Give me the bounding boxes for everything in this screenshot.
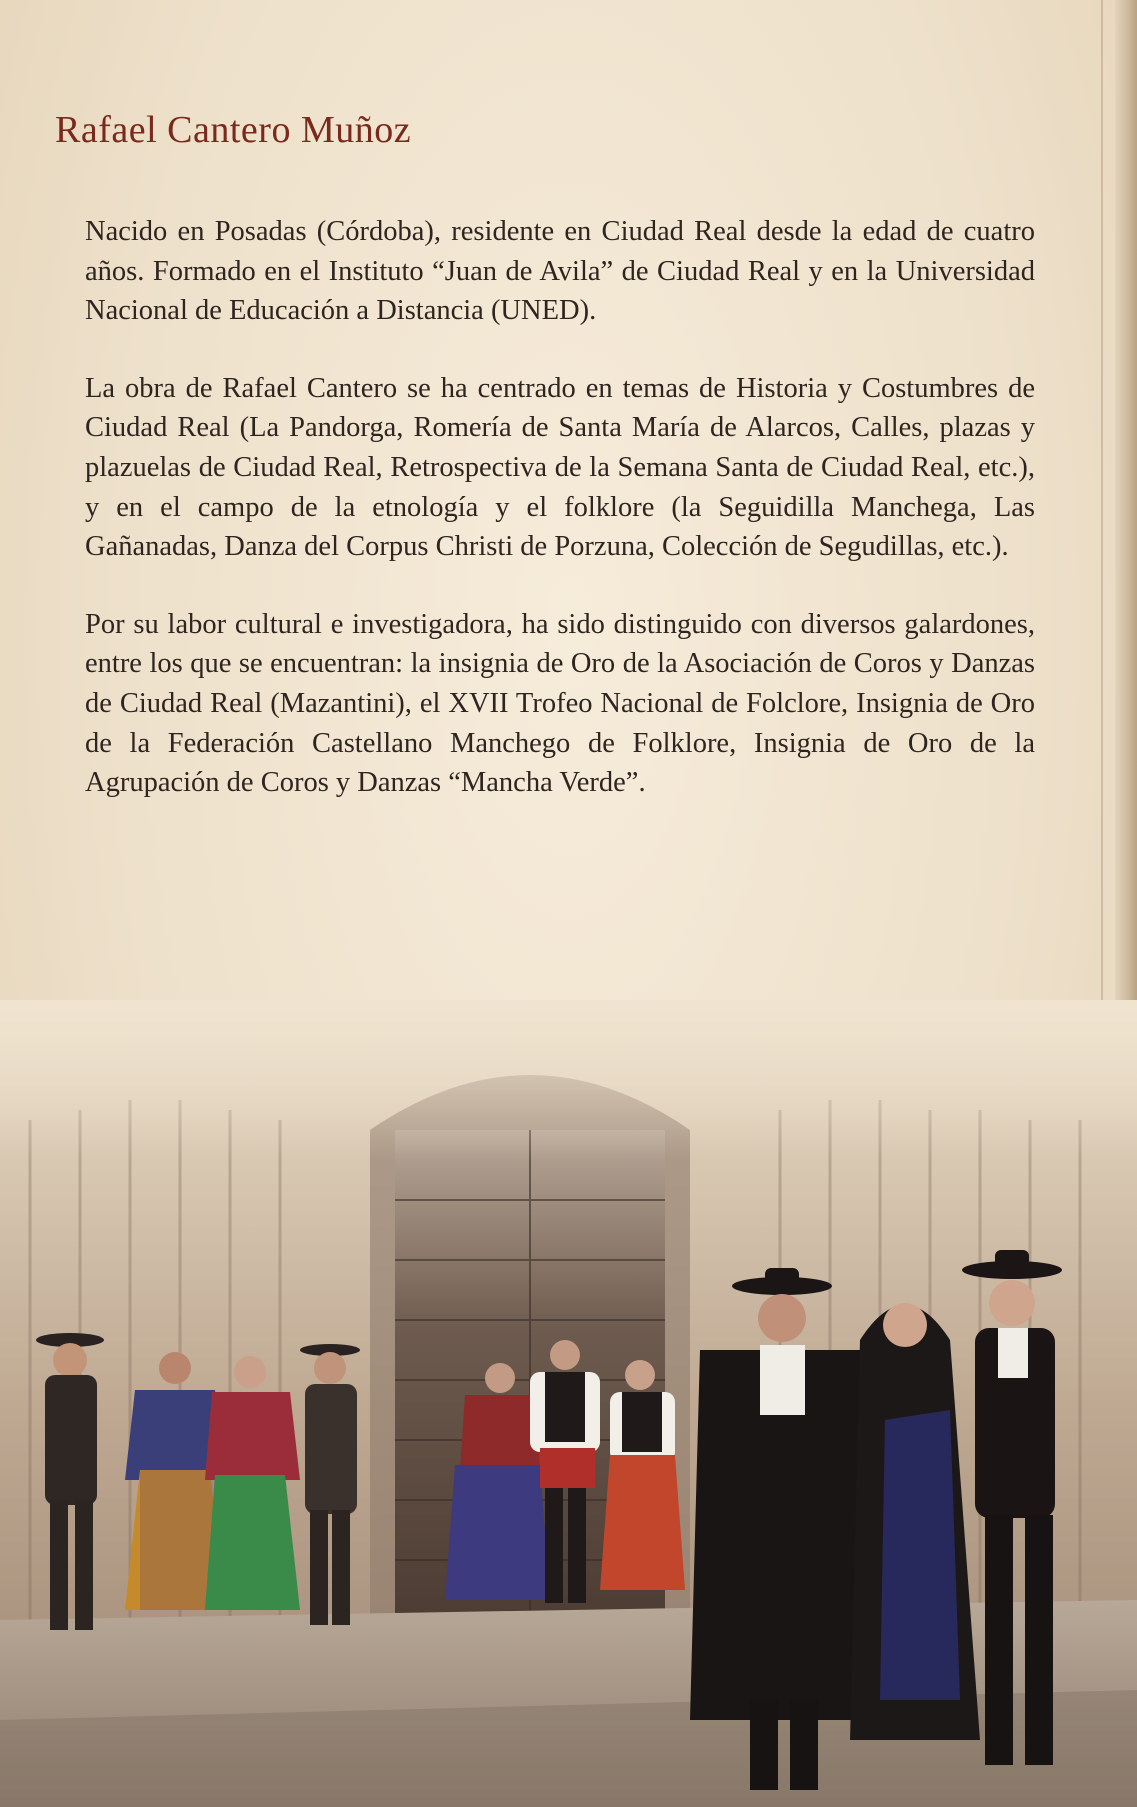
paragraph-2: La obra de Rafael Cantero se ha centrado en temas de Historia y Costumbres de Ciudad Real (La Pandorga, Romería de Santa María de Alarcos, Calles, plazas y plazuelas de Ciudad Real, Retrospectiva de la Semana Santa de Ciudad Real, etc.), y en el campo de la etnología y el folklore (la Seguidilla Manchega, Las Gañanadas, Danza del Corpus Christi de Porzuna, Colección de Segudillas, etc.).: [85, 372, 1035, 563]
paragraph-1: Nacido en Posadas (Córdoba), residente en Ciudad Real desde la edad de cuatro años. Formado en el Instituto “Juan de Avila” de Ciudad Real y en la Universidad Nacional de Educación a Distancia (UNED).: [85, 216, 1035, 327]
biography-text: [85, 212, 1035, 841]
paragraph-3: Por su labor cultural e investigadora, ha sido distinguido con diversos galardones, entre los que se encuentran: la insignia de Oro de la Asociación de Coros y Danzas de Ciudad Real (Mazantini), el XVII Trofeo Nacional de Folclore, Insignia de Oro de la Federación Castellano Manchego de Folklore, Insignia de Oro de la Agrupación de Coros y Danzas “Mancha Verde”.: [85, 608, 1035, 799]
author-name-heading: Rafael Cantero Muñoz: [55, 109, 412, 151]
folk-dancers-photo: [0, 1000, 1137, 1807]
photo-fade: [0, 1000, 1137, 1160]
